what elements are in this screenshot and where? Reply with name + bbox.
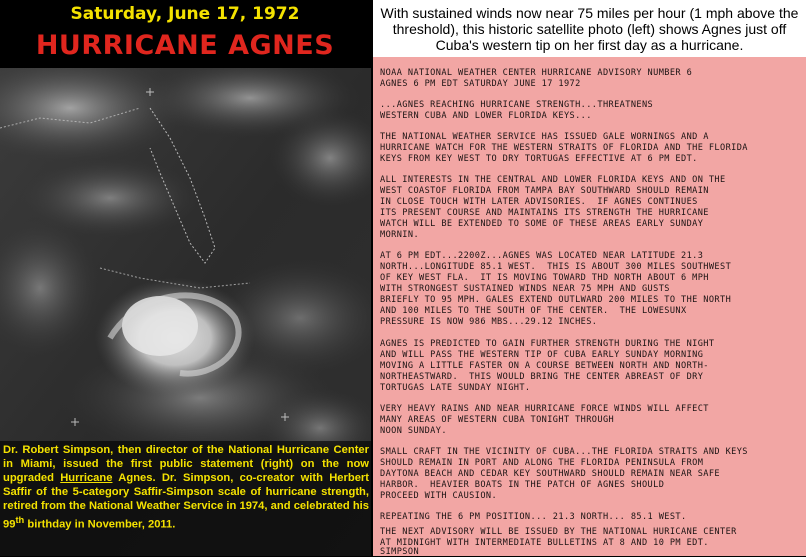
page-title: HURRICANE AGNES [35, 30, 335, 61]
advisory-line: AGNES IS PREDICTED TO GAIN FURTHER STRENGTH DURING THE NIGHT [380, 339, 715, 349]
advisory-document [373, 57, 806, 556]
advisory-line: OF KEY WEST FLA. IT IS MOVING TOWARD THD NORTH ABOUT 6 MPH [380, 273, 709, 283]
advisory-line: HURRICANE WATCH FOR THE WESTERN STRAITS OF FLORIDA AND THE FLORIDA [380, 143, 748, 153]
advisory-line: NOON SUNDAY. [380, 426, 447, 436]
left-header [0, 0, 370, 68]
advisory-line: NORTH...LONGITUDE 85.1 WEST. THIS IS ABOUT 300 MILES SOUTHWEST [380, 262, 732, 272]
advisory-line: DAYTONA BEACH AND CEDAR KEY SOUTHWARD SHOULD REMAIN NEAR SAFE [380, 469, 721, 479]
caption-text [3, 444, 369, 532]
advisory-line: BRIEFLY TO 95 MPH. GALES EXTEND OUTLWARD 200 MILES TO THE NORTH [380, 295, 732, 305]
advisory-line: AND WILL PASS THE WESTERN TIP OF CUBA EARLY SUNDAY MORNING [380, 350, 704, 360]
advisory-line: MORNIN. [380, 230, 420, 240]
advisory-line: AT 6 PM EDT...2200Z...AGNES WAS LOCATED NEAR LATITUDE 21.3 [380, 251, 704, 261]
advisory-line: WATCH WILL BE EXTENDED TO SOME OF THESE AREAS EARLY SUNDAY [380, 219, 704, 229]
advisory-line: SMALL CRAFT IN THE VICINITY OF CUBA...THE FLORIDA STRAITS AND KEYS [380, 447, 748, 457]
advisory-line: THE NEXT ADVISORY WILL BE ISSUED BY THE NATIONAL HURICANE CENTER [380, 527, 737, 537]
advisory-line: WEST COASTOF FLORIDA FROM TAMPA BAY SOUTHWARD SHOULD REMAIN [380, 186, 709, 196]
hurricane-link[interactable]: Hurricane [60, 471, 113, 484]
date-heading: Saturday, June 17, 1972 [70, 4, 300, 24]
advisory-line: KEYS FROM KEY WEST TO DRY TORTUGAS EFFECTIVE AT 6 PM EDT. [380, 154, 698, 164]
advisory-line: WESTERN CUBA AND LOWER FLORIDA KEYS... [380, 111, 592, 121]
advisory-line: ALL INTERESTS IN THE CENTRAL AND LOWER FLORIDA KEYS AND ON THE [380, 175, 726, 185]
advisory-line: NORTHEASTWARD. THIS WOULD BRING THE CENTER ABREAST OF DRY [380, 372, 704, 382]
advisory-signature: SIMPSON [380, 547, 420, 557]
advisory-line: WITH STRONGEST SUSTAINED WINDS NEAR 75 MPH AND GUSTS [380, 284, 670, 294]
advisory-line: TORTUGAS LATE SUNDAY NIGHT. [380, 383, 531, 393]
advisory-line: ...AGNES REACHING HURRICANE STRENGTH...THREATNENS [380, 100, 654, 110]
callout-box [373, 0, 806, 57]
advisory-line: MOVING A LITTLE FASTER ON A COURSE BETWEEN NORTH AND NORTH- [380, 361, 709, 371]
advisory-line: AT MIDNIGHT WITH INTERMEDIATE BULLETINS AT 8 AND 10 PM EDT. [380, 538, 709, 548]
caption-superscript: th [15, 514, 25, 525]
advisory-line: AND 100 MILES TO THE SOUTH OF THE CENTER. THE LOWESUNX [380, 306, 687, 316]
advisory-line: REPEATING THE 6 PM POSITION... 21.3 NORTH... 85.1 WEST. [380, 512, 687, 522]
advisory-line: NOAA NATIONAL WEATHER CENTER HURRICANE ADVISORY NUMBER 6 [380, 68, 693, 78]
advisory-line: MANY AREAS OF WESTERN CUBA TONIGHT THROUGH [380, 415, 615, 425]
advisory-line: AGNES 6 PM EDT SATURDAY JUNE 17 1972 [380, 79, 581, 89]
caption-part-3: birthday in November, 2011. [24, 518, 176, 531]
advisory-line: HARBOR. HEAVIER BOATS IN THE PATCH OF AGNES SHOULD [380, 480, 665, 490]
caption-box [0, 441, 371, 556]
advisory-line: IN CLOSE TOUCH WITH LATER ADVISORIES. IF AGNES CONTINUES [380, 197, 698, 207]
callout-text: With sustained winds now near 75 miles per hour (1 mph above the threshold), this historic satellite photo (left) shows Agnes just off Cuba's western tip on her first day as a hurricane. [380, 4, 799, 53]
advisory-line: PRESSURE IS NOW 986 MBS...29.12 INCHES. [380, 317, 598, 327]
advisory-line: ITS PRESENT COURSE AND MAINTAINS ITS STRENGTH THE HURRICANE [380, 208, 709, 218]
advisory-line: THE NATIONAL WEATHER SERVICE HAS ISSUED GALE WORNINGS AND A [380, 132, 709, 142]
caption-part-2: Agnes. Dr. Simpson, co-creator with Herbert Saffir of the 5-category Saffir-Simpson scale of hurricane strength, retired from the National Weather Service in 1974, and celebrated his 99 [3, 471, 369, 531]
advisory-line: PROCEED WITH CAUSION. [380, 491, 498, 501]
caption-part-1: Dr. Robert Simpson, then director of the National Hurricane Center in Miami, issued the first public statement (right) on the now upgraded [3, 444, 369, 484]
advisory-line: VERY HEAVY RAINS AND NEAR HURRICANE FORCE WINDS WILL AFFECT [380, 404, 709, 414]
advisory-line: SHOULD REMAIN IN PORT AND ALONG THE FLORIDA PENINSULA FROM [380, 458, 704, 468]
